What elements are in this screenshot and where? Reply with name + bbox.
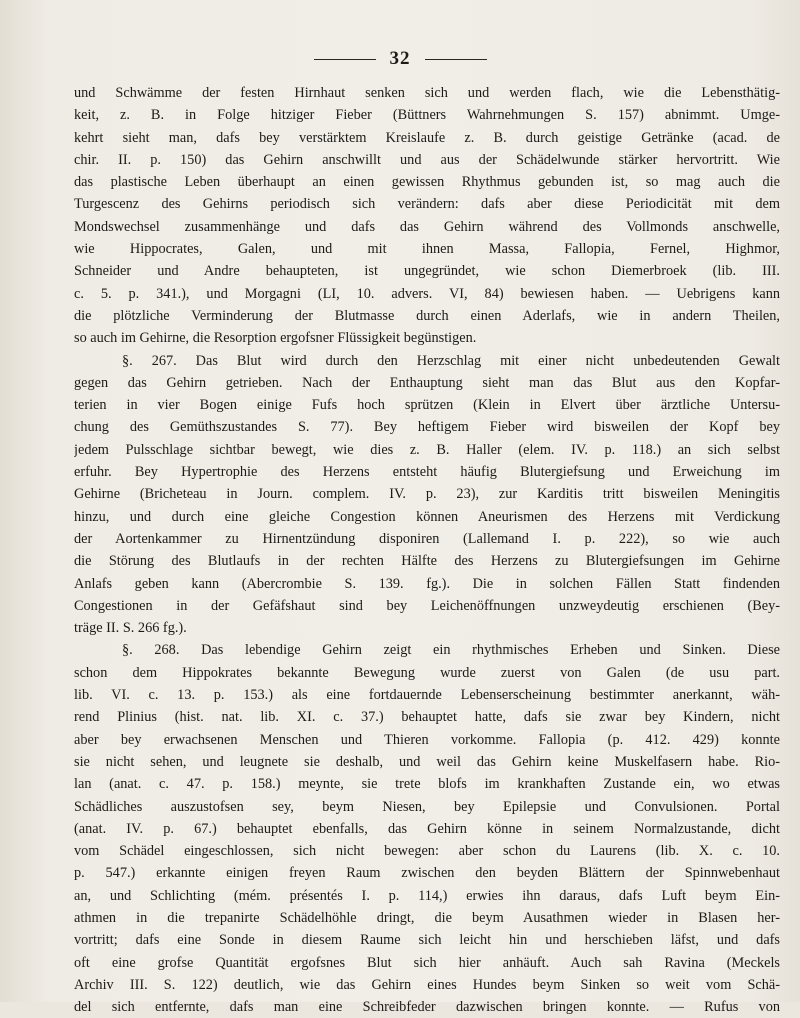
- text-line: keit, z. B. in Folge hitziger Fieber (Büttners Wahrnehmungen S. 157) abnimmt. Umge-: [74, 107, 780, 124]
- text-line: hinzu, und durch eine gleiche Congestion können Aneurismen des Herzens mit Verdickung: [74, 508, 780, 525]
- text-line: wie Hippocrates, Galen, und mit ihnen Massa, Fallopia, Fernel, Highmor,: [74, 241, 780, 258]
- text-line: §. 267. Das Blut wird durch den Herzschlag mit einer nicht unbedeutenden Gewalt: [122, 352, 780, 369]
- text-line: Schneider und Andre behaupteten, ist ungegründet, wie schon Diemerbroek (lib. III.: [74, 263, 780, 280]
- text-line: Archiv III. S. 122) deutlich, wie das Gehirn eines Hundes beym Sinken so weit vom Schä-: [74, 976, 780, 993]
- text-line: oft eine grofse Quantität ergofsnes Blut sich hier anhäuft. Auch sah Ravina (Meckels: [74, 954, 780, 971]
- text-line: Turgescenz des Gehirns periodisch sich verändern: dafs aber diese Periodicität mit dem: [74, 196, 780, 213]
- text-line: (anat. IV. p. 67.) behauptet ebenfalls, das Gehirn könne in seinem Normalzustande, dicht: [74, 820, 780, 837]
- text-line: gegen das Gehirn getrieben. Nach der Enthauptung sieht man das Blut aus den Kopfar-: [74, 374, 780, 391]
- text-line: lan (anat. c. 47. p. 158.) meynte, sie trete blofs im krankhaften Zustande ein, wo etwas: [74, 776, 780, 793]
- text-line: erfuhr. Bey Hypertrophie des Herzens entsteht häufig Blutergiefsung und Erweichung im: [74, 464, 780, 481]
- text-line: und Schwämme der festen Hirnhaut senken sich und werden flach, wie die Lebensthätig-: [74, 85, 780, 101]
- text-line: athmen in die trepanirte Schädelhöhle dringt, die beym Ausathmen wieder in Blasen her-: [74, 909, 780, 926]
- text-line: Congestionen in der Gefäfshaut sind bey Leichenöffnungen unzweydeutig erschienen (Bey-: [74, 597, 780, 614]
- text-line: vom Schädel eingeschlossen, sich nicht bewegen: aber schon du Laurens (lib. X. c. 10.: [74, 843, 780, 860]
- page-header: [0, 46, 800, 72]
- text-line: an, und Schlichting (mém. présentés I. p. 114,) erwies ihn daraus, dafs Luft beym Ein-: [74, 887, 780, 904]
- text-line: das plastische Leben überhaupt an einen gewissen Rhythmus gebunden ist, so mag auch die: [74, 174, 780, 191]
- text-line: Anlafs geben kann (Abercrombie S. 139. fg.). Die in solchen Fällen Statt findenden: [74, 575, 780, 592]
- text-line: sie nicht sehen, und leugnete sie deshalb, und weil das Gehirn keine Muskelfasern habe. Rio-: [74, 753, 780, 770]
- text-line: der Aortenkammer zu Hirnentzündung disponiren (Lallemand I. p. 222), so wie auch: [74, 530, 780, 547]
- page-number: 32: [389, 48, 411, 69]
- text-line: c. 5. p. 341.), und Morgagni (LI, 10. advers. VI, 84) bewiesen haben. — Uebrigens kann: [74, 285, 780, 302]
- text-line: so auch im Gehirne, die Resorption ergofsner Flüssigkeit begünstigen.: [74, 330, 477, 347]
- header-rule-right: [425, 59, 487, 60]
- text-line: rend Plinius (hist. nat. lib. XI. c. 37.) behauptet hatte, dafs sie zwar bey Kindern, nicht: [74, 709, 780, 726]
- text-line: die plötzliche Verminderung der Blutmasse durch einen Aderlafs, wie in andern Theilen,: [74, 307, 780, 324]
- text-line: träge II. S. 266 fg.).: [74, 620, 187, 637]
- body-text: [74, 82, 780, 1018]
- text-line: Mondswechsel zusammenhänge und dafs das Gehirn während des Vollmonds anschwelle,: [74, 218, 780, 235]
- text-line: Schädliches auszustofsen sey, beym Niesen, bey Epilepsie und Convulsionen. Portal: [74, 798, 780, 815]
- text-line: Gehirne (Bricheteau in Journ. complem. IV. p. 23), zur Karditis tritt bisweilen Meningitis: [74, 486, 780, 503]
- text-line: §. 268. Das lebendige Gehirn zeigt ein rhythmisches Erheben und Sinken. Diese: [122, 642, 780, 659]
- text-line: del sich entfernte, dafs man eine Schreibfeder dazwischen bringen konnte. — Rufus von: [74, 999, 780, 1016]
- text-line: vortritt; dafs eine Sonde in diesem Raume sich leicht hin und herschieben läfst, und dafs: [74, 932, 780, 949]
- header-rule-left: [314, 59, 376, 60]
- text-line: jedem Pulsschlage sichtbar bewegt, wie dies z. B. Haller (elem. IV. p. 118.) an sich selbst: [74, 441, 780, 458]
- text-line: schon dem Hippokrates bekannte Bewegung wurde zuerst von Galen (de usu part.: [74, 664, 780, 681]
- text-line: p. 547.) erkannte einigen freyen Raum zwischen den beyden Blättern der Spinnwebenhaut: [74, 865, 780, 882]
- text-line: aber bey erwachsenen Menschen und Thieren vorkomme. Fallopia (p. 412. 429) konnte: [74, 731, 780, 748]
- text-line: chir. II. p. 150) das Gehirn anschwillt und aus der Schädelwunde stärker hervortritt. Wie: [74, 151, 780, 168]
- text-line: kehrt sieht man, dafs bey verstärktem Kreislaufe z. B. durch geistige Getränke (acad. de: [74, 129, 780, 146]
- text-line: lib. VI. c. 13. p. 153.) als eine fortdauernde Lebenserscheinung bestimmter anerkannt, wäh-: [74, 687, 780, 704]
- text-line: die Störung des Blutlaufs in der rechten Hälfte des Herzens zu Blutergiefsungen im Gehirne: [74, 553, 780, 570]
- text-line: terien in vier Bogen einige Fufs hoch sprützen (Klein in Elvert über ärztliche Untersu-: [74, 397, 780, 414]
- text-line: chung des Gemüthszustandes S. 77). Bey heftigem Fieber wird bisweilen der Kopf bey: [74, 419, 780, 436]
